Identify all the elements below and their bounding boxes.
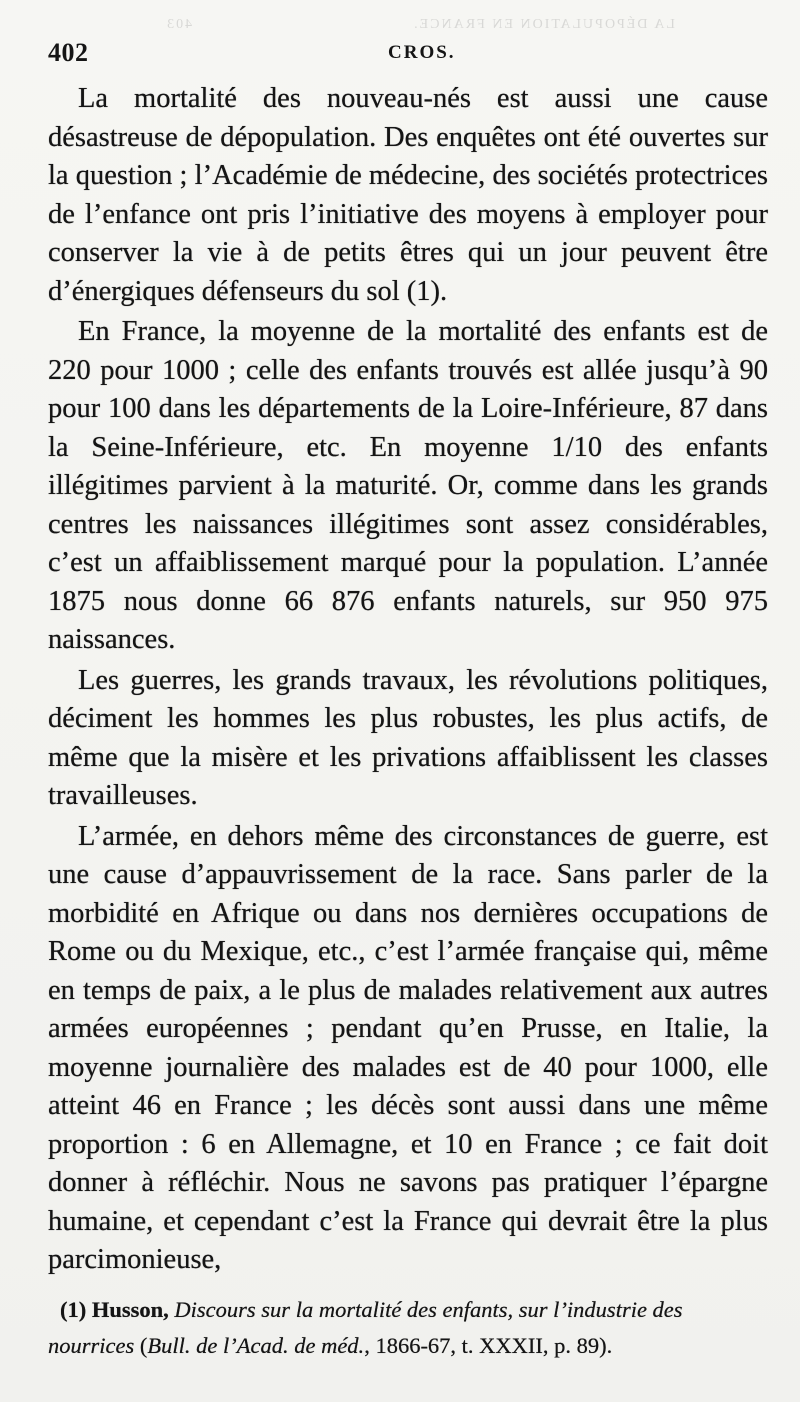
paragraph-child-mortality-france: En France, la moyenne de la mortalité des enfants est de 220 pour 1000 ; celle des enfants trouvés est allée jusqu’à 90 pour 100 dans les départements de la Loire-Inférieure, 87 dans la Seine-Inférieure, etc. En moyenne 1/10 des enfants illégitimes parvient à la maturité. Or, comme dans les grands centres les naissances illégitimes sont assez considérables, c’est un affaiblissement marqué pour la population. L’année 1875 nous donne 66 876 enfants naturels, sur 950 975 naissances. bbox=[48, 316, 768, 655]
paragraph-newborn-mortality: La mortalité des nouveau-nés est aussi une cause désastreuse de dépopulation. Des enquêtes ont été ouvertes sur la question ; l’Académie de médecine, des sociétés protectrices de l’enfance ont pris l’initiative des moyens à employer pour conserver la vie à de petits êtres qui un jour peuvent être d’énergiques défenseurs du sol (1). bbox=[48, 83, 768, 307]
footnote bbox=[48, 1292, 772, 1364]
footnote-title: Discours sur la mortalité des enfants, sur l’industrie des nourrices bbox=[48, 1297, 683, 1358]
running-head: CROS. bbox=[388, 42, 456, 63]
footnote-journal: Bull. de l’Acad. de méd. bbox=[147, 1333, 365, 1358]
page-header bbox=[48, 38, 768, 68]
footnote-author: Husson, bbox=[91, 1297, 169, 1322]
bleed-through-text: LA DÉPOPULATION EN FRANCE. 403 bbox=[165, 17, 675, 32]
footnote-ref-open: ( bbox=[139, 1333, 148, 1358]
body-text bbox=[48, 80, 768, 1282]
footnote-ref-rest: , 1866-67, t. XXXII, p. 89). bbox=[364, 1333, 613, 1358]
footnote-mark: (1) bbox=[60, 1297, 87, 1322]
page-number: 402 bbox=[48, 38, 89, 67]
paragraph-wars-and-works: Les guerres, les grands travaux, les révolutions politiques, déciment les hommes les plus robustes, les plus actifs, de même que la misère et les privations affaiblissent les classes travailleuses. bbox=[48, 664, 768, 811]
paragraph-army: L’armée, en dehors même des circonstances de guerre, est une cause d’appauvrissement de la race. Sans parler de la morbidité en Afrique ou dans nos dernières occupations de Rome ou du Mexique, etc., c’est l’armée française qui, même en temps de paix, a le plus de malades relativement aux autres armées européennes ; pendant qu’en Prusse, en Italie, la moyenne journalière des malades est de 40 pour 1000, elle atteint 46 en France ; les décès sont aussi dans une même proportion : 6 en Allemagne, et 10 en France ; ce fait doit donner à réfléchir. Nous ne savons pas pratiquer l’épargne humaine, et cependant c’est la France qui devrait être la plus parcimonieuse, bbox=[48, 820, 768, 1275]
